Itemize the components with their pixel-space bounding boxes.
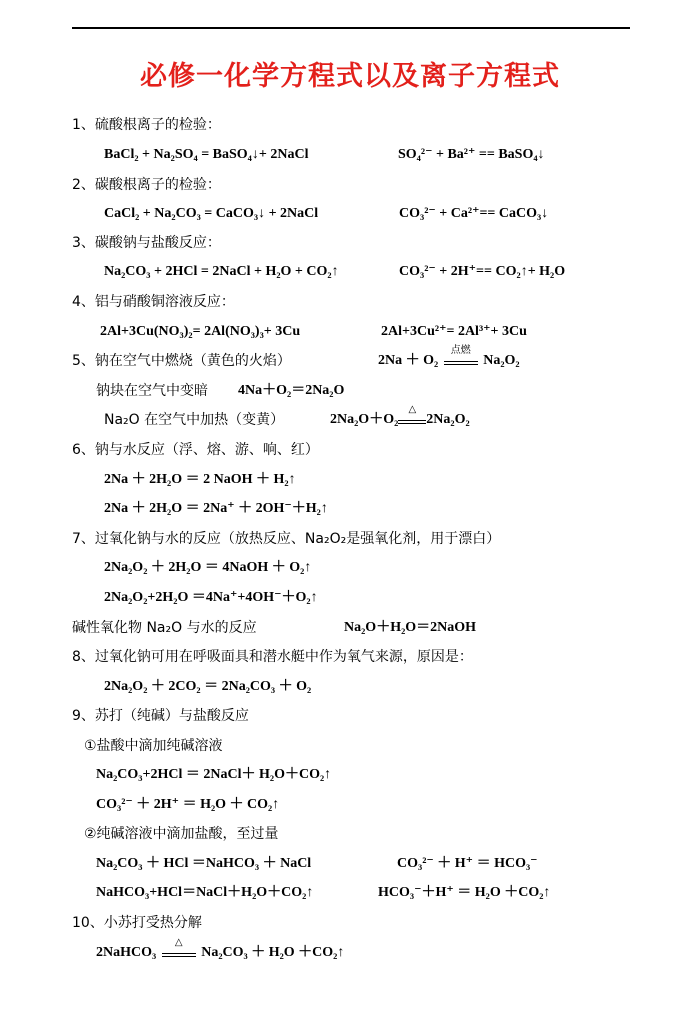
equation-products: Na₂O₂: [483, 353, 520, 369]
section-7-ionic-equation: 2Na₂O₂+2H₂O ＝4Na⁺+4OH⁻＋O₂↑: [104, 590, 318, 605]
section-5-sub1-text: 钠块在空气中变暗: [96, 383, 208, 399]
section-1-ionic-equation: SO₄²⁻ + Ba²⁺ == BaSO₄↓: [398, 147, 545, 162]
section-8-equation: 2Na₂O₂ ＋ 2CO₂ ＝ 2Na₂CO₃ ＋ O₂: [104, 679, 312, 694]
section-1-equation: BaCl₂ + Na₂SO₄ = BaSO₄↓+ 2NaCl: [104, 147, 309, 162]
section-9-equation-3: Na₂CO₃ ＋ HCl ＝NaHCO₃ ＋ NaCl: [96, 856, 312, 871]
section-7-extra-equation: Na₂O＋H₂O＝2NaOH: [344, 620, 477, 635]
equation-products: Na₂CO₃ ＋ H₂O ＋CO₂↑: [201, 945, 345, 961]
section-10-heading: 10、小苏打受热分解: [72, 915, 202, 931]
section-9-equation-1: Na₂CO₃+2HCl ＝ 2NaCl＋ H₂O＋CO₂↑: [96, 767, 332, 782]
equation-reactants: 2Na ＋ O₂: [378, 353, 439, 369]
section-9-ionic-equation-3: CO₃²⁻ ＋ H⁺ ＝ HCO₃⁻: [397, 856, 538, 871]
heat-condition-mark: [398, 404, 426, 429]
section-5-heading: 5、钠在空气中燃烧（黄色的火焰）: [72, 353, 291, 369]
page-bottom-edge: [0, 1024, 700, 1031]
section-6-ionic-equation: 2Na ＋ 2H₂O ＝ 2Na⁺ ＋ 2OH⁻＋H₂↑: [104, 501, 328, 516]
section-5-sub2-equation: [330, 404, 470, 429]
section-9-sub1: ①盐酸中滴加纯碱溶液: [84, 738, 223, 754]
top-rule: [72, 27, 630, 29]
section-9-heading: 9、苏打（纯碱）与盐酸反应: [72, 708, 249, 724]
section-3-equation: Na₂CO₃ + 2HCl = 2NaCl + H₂O + CO₂↑: [104, 264, 339, 279]
section-8-heading: 8、过氧化钠可用在呼吸面具和潜水艇中作为氧气来源，原因是：: [72, 649, 473, 665]
section-2-equation: CaCl₂ + Na₂CO₃ = CaCO₃↓ + 2NaCl: [104, 206, 319, 221]
heat-condition-mark: [162, 937, 196, 962]
section-2-ionic-equation: CO₃²⁻ + Ca²⁺== CaCO₃↓: [399, 206, 549, 221]
page-title: 必修一化学方程式以及离子方程式: [140, 61, 560, 92]
section-1-heading: 1、硫酸根离子的检验：: [72, 117, 221, 133]
section-5-combustion-equation: [378, 345, 520, 370]
equation-reactants: 2NaHCO₃: [96, 945, 157, 961]
section-5-sub2-text: Na₂O 在空气中加热（变黄）: [104, 412, 285, 428]
section-4-heading: 4、铝与硝酸铜溶液反应：: [72, 294, 235, 310]
section-6-heading: 6、钠与水反应（浮、熔、游、响、红）: [72, 442, 319, 458]
section-3-ionic-equation: CO₃²⁻ + 2H⁺== CO₂↑+ H₂O: [399, 264, 566, 279]
condition-label: △: [174, 937, 183, 948]
section-6-equation: 2Na ＋ 2H₂O ＝ 2 NaOH ＋ H₂↑: [104, 472, 296, 487]
section-7-extra-text: 碱性氧化物 Na₂O 与水的反应: [72, 620, 257, 636]
section-9-ionic-equation-4: HCO₃⁻＋H⁺ ＝ H₂O ＋CO₂↑: [378, 885, 551, 900]
condition-label: △: [408, 404, 417, 415]
section-3-heading: 3、碳酸钠与盐酸反应：: [72, 235, 221, 251]
section-9-sub2: ②纯碱溶液中滴加盐酸，至过量: [84, 826, 279, 842]
section-9-equation-4: NaHCO₃+HCl＝NaCl＋H₂O＋CO₂↑: [96, 885, 314, 900]
equation-reactants: 2Na₂O＋O₂: [330, 412, 399, 428]
section-5-sub1-equation: 4Na＋O₂＝2Na₂O: [238, 383, 345, 398]
section-7-equation: 2Na₂O₂ ＋ 2H₂O ＝ 4NaOH ＋ O₂↑: [104, 560, 312, 575]
equation-products: 2Na₂O₂: [426, 412, 470, 428]
section-4-equation: 2Al+3Cu(NO₃)₂= 2Al(NO₃)₃+ 3Cu: [100, 324, 301, 339]
condition-mark: [444, 345, 478, 370]
section-9-ionic-equation-1: CO₃²⁻ ＋ 2H⁺ ＝ H₂O ＋ CO₂↑: [96, 797, 280, 812]
section-7-heading: 7、过氧化钠与水的反应（放热反应、Na₂O₂是强氧化剂，用于漂白）: [72, 531, 501, 547]
section-2-heading: 2、碳酸根离子的检验：: [72, 177, 221, 193]
section-10-equation: [96, 937, 345, 962]
condition-label: 点燃: [450, 345, 471, 356]
section-4-ionic-equation: 2Al+3Cu²⁺= 2Al³⁺+ 3Cu: [381, 324, 527, 339]
